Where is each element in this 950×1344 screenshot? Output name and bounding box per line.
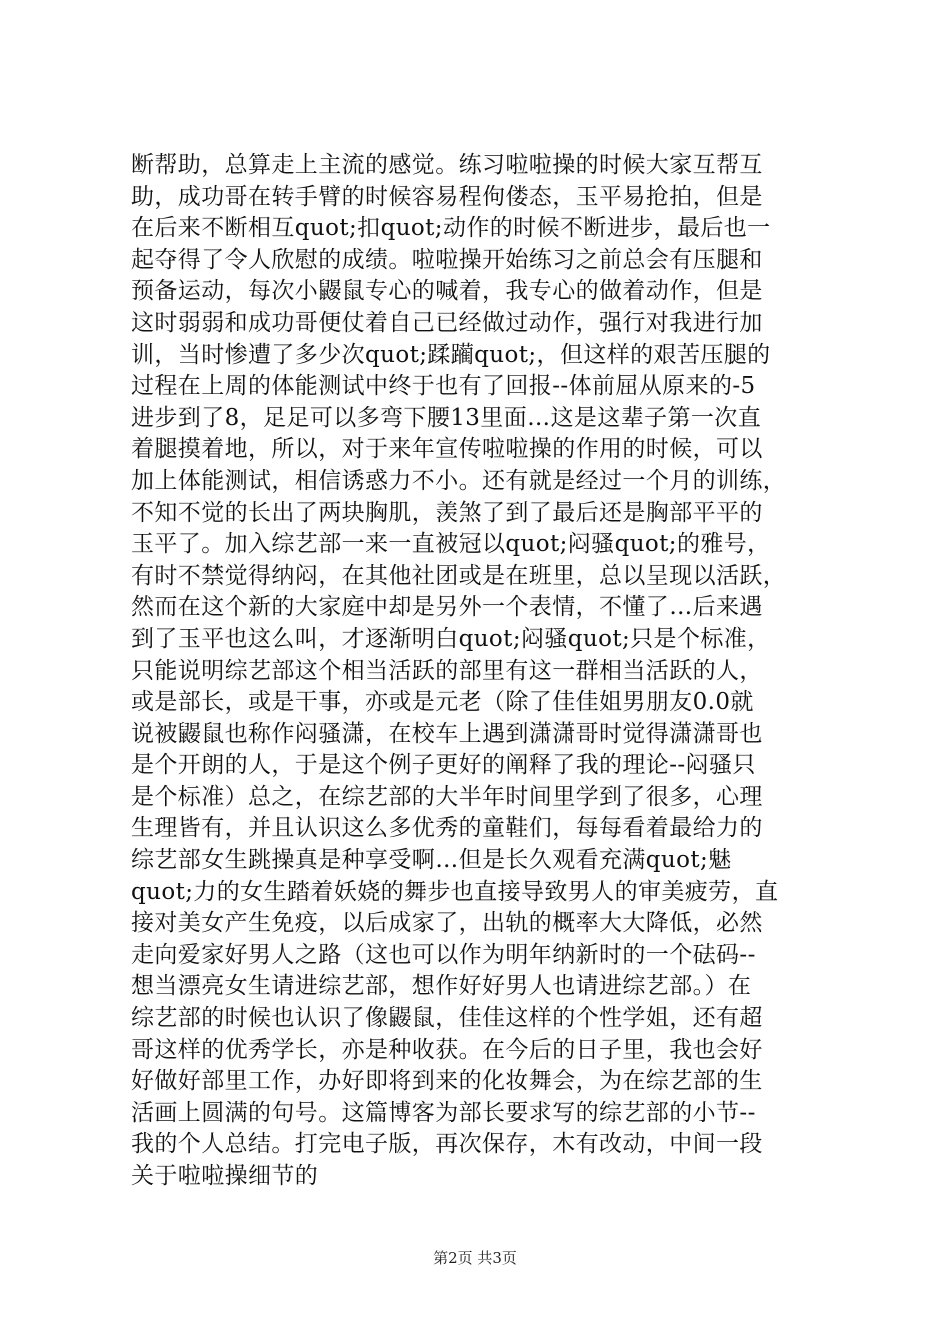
page-footer: 第2页 共3页	[433, 1249, 517, 1267]
text-line: 哥这样的优秀学长，亦是种收获。在今后的日子里，我也会好	[131, 1036, 763, 1063]
text-line: 加上体能测试，相信诱惑力不小。还有就是经过一个月的训练，	[131, 467, 787, 494]
text-line: 在后来不断相互quot;扣quot;动作的时候不断进步，最后也一	[131, 215, 771, 242]
text-line: 不知不觉的长出了两块胸肌，羡煞了到了最后还是胸部平平的	[131, 499, 763, 526]
text-line: 起夺得了令人欣慰的成绩。啦啦操开始练习之前总会有压腿和	[131, 246, 763, 273]
text-line: 我的个人总结。打完电子版，再次保存，木有改动，中间一段	[131, 1131, 763, 1158]
text-line: 关于啦啦操细节的	[131, 1163, 319, 1189]
text-line: 说被鼹鼠也称作闷骚潇，在校车上遇到潇潇哥时觉得潇潇哥也	[131, 720, 763, 747]
text-line: 接对美女产生免疫，以后成家了，出轨的概率大大降低，必然	[131, 910, 763, 937]
text-line: 着腿摸着地，所以，对于来年宣传啦啦操的作用的时候，可以	[131, 436, 763, 463]
text-line: 玉平了。加入综艺部一来一直被冠以quot;闷骚quot;的雅号，	[131, 531, 771, 558]
text-line: quot;力的女生踏着妖娆的舞步也直接导致男人的审美疲劳，直	[131, 878, 779, 905]
text-line: 想当漂亮女生请进综艺部，想作好好男人也请进综艺部。）在	[131, 973, 752, 1000]
text-line: 只能说明综艺部这个相当活跃的部里有这一群相当活跃的人，	[131, 657, 763, 684]
text-line: 生理皆有，并且认识这么多优秀的童鞋们，每每看着最给力的	[131, 815, 763, 842]
text-line: 是个开朗的人，于是这个例子更好的阐释了我的理论--闷骚只	[131, 752, 756, 779]
text-line: 断帮助，总算走上主流的感觉。练习啦啦操的时候大家互帮互	[131, 152, 763, 178]
text-line: 或是部长，或是干事，亦或是元老（除了佳佳姐男朋友0.0就	[131, 689, 754, 716]
text-line: 综艺部女生跳操真是种享受啊…但是长久观看充满quot;魅	[131, 847, 732, 874]
text-line: 训，当时惨遭了多少次quot;蹂躏quot;，但这样的艰苦压腿的	[131, 341, 771, 368]
body-text	[131, 150, 836, 1193]
text-line: 有时不禁觉得纳闷，在其他社团或是在班里，总以呈现以活跃，	[131, 562, 787, 589]
text-line: 活画上圆满的句号。这篇博客为部长要求写的综艺部的小节--	[131, 1099, 756, 1126]
text-line: 走向爱家好男人之路（这也可以作为明年纳新时的一个砝码--	[131, 941, 756, 968]
text-line: 然而在这个新的大家庭中却是另外一个表情，不懂了…后来遇	[131, 594, 763, 621]
text-line: 这时弱弱和成功哥便仗着自己已经做过动作，强行对我进行加	[131, 309, 763, 336]
text-line: 助，成功哥在转手臂的时候容易程佝偻态，玉平易抢拍，但是	[131, 183, 763, 210]
text-line: 是个标准）总之，在综艺部的大半年时间里学到了很多，心理	[131, 783, 763, 810]
text-line: 进步到了8，足足可以多弯下腰13里面…这是这辈子第一次直	[131, 404, 762, 431]
text-line: 到了玉平也这么叫，才逐渐明白quot;闷骚quot;只是个标准，	[131, 625, 771, 652]
text-line: 预备运动，每次小鼹鼠专心的喊着，我专心的做着动作，但是	[131, 278, 763, 305]
text-line: 过程在上周的体能测试中终于也有了回报--体前屈从原来的-5	[131, 373, 756, 400]
text-line: 好做好部里工作，办好即将到来的化妆舞会，为在综艺部的生	[131, 1068, 763, 1095]
text-line: 综艺部的时候也认识了像鼹鼠，佳佳这样的个性学姐，还有超	[131, 1005, 763, 1032]
